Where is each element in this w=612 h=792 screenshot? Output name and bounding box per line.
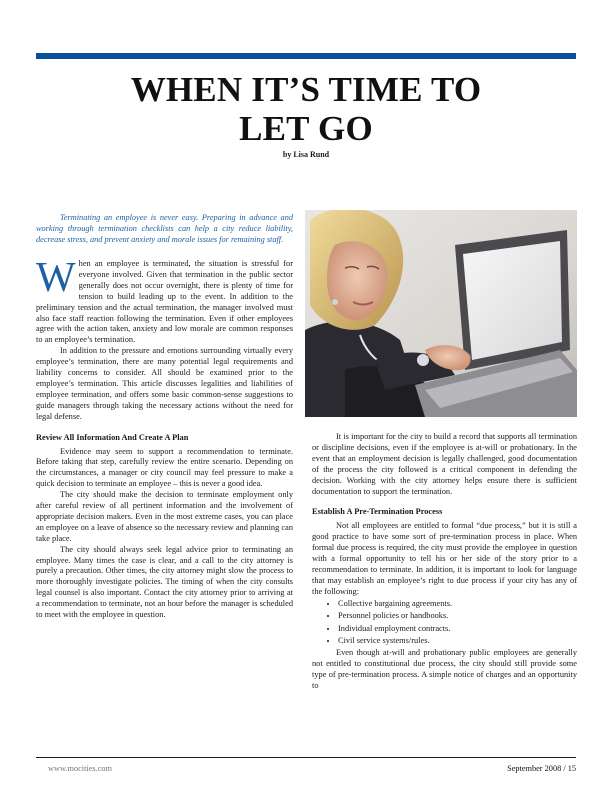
footer-issue-page: September 2008 / 15 — [507, 764, 576, 773]
intro-deck: Terminating an employee is never easy. Preparing in advance and working through termination checklists can help a city reduce liability, decrease stress, and prevent anxiety and morale issues for remaining staff. — [36, 213, 293, 244]
footer-rule — [36, 757, 576, 758]
right-paragraph-1: It is important for the city to build a record that supports all termination or discipline decisions, even if the employee is at-will or probationary. In the event that an employment decision is legally challenged, good documentation of the process the city followed is a critical component in defending the decision. Working with the city attorney helps ensure there is sufficient documentation to support the termination. — [312, 432, 577, 496]
left-paragraph-5: The city should always seek legal advice prior to terminating an employee. Many times the case is clear, and a call to the city attorney is purely a precaution. Other times, the city attorney might slow the process to more thoroughly investigate policies. The timing of when the city consults legal counsel is also important. Contact the city attorney prior to arriving at a recommendation to terminate, not an hour before the manager is scheduled to meet with the employee in question. — [36, 544, 293, 620]
drop-cap: W — [36, 255, 76, 301]
due-process-list — [312, 599, 577, 647]
left-column — [36, 212, 293, 621]
byline: by Lisa Rund — [282, 150, 330, 159]
list-item: • Collective bargaining agreements. — [338, 599, 577, 610]
left-paragraph-4: The city should make the decision to terminate employment only after careful review of all pertinent information and the involvement of appropriate decision makers. Even in the most extreme cases, you can place an employee on a leave of absence so the necessary review and planning can take place. — [36, 490, 293, 543]
left-paragraph-3: Evidence may seem to support a recommendation to terminate. Before taking that step, carefully review the entire scenario. Depending on the circumstances, a manager or city council may feel pressure to make a quick decision to terminate an employee – this is never a good idea. — [36, 446, 293, 489]
article-photo — [305, 210, 577, 417]
right-paragraph-3: Even though at-will and probationary public employees are generally not entitled to constitutional due process, the city should still provide some type of pre-termination process. A simple notice of charges and an opportunity to — [312, 648, 577, 691]
photo-woman-at-laptop — [305, 210, 577, 417]
left-paragraph-2: In addition to the pressure and emotions surrounding virtually every employee’s termination, there are many potential legal requirements and liability concerns to consider. All should be examined prior to the employee’s termination. This article discusses legalities and liabilities of employee termination, and offers some basic common-sense suggestions to guide managers through taking the necessary actions without the need for legal defense. — [36, 346, 293, 421]
footer-website[interactable]: www.mocities.com — [48, 764, 112, 773]
left-paragraph-1 — [36, 255, 293, 346]
article-title — [36, 70, 576, 148]
title-line-1: WHEN IT’S TIME TO — [130, 70, 482, 109]
right-column — [312, 432, 577, 692]
left-paragraph-1-text: hen an employee is terminated, the situation is stressful for everyone involved. Given that termination in the public sector generally does not occur overnight, there is plenty of time for tension to build leading up to the event. In addition to the preliminary tension and the actual termination, the manager involved must also face staff reaction following the termination. Even if other employees agree with the action taken, anxiety and low morale are common responses to an employee’s termination. — [36, 259, 293, 345]
title-line-2: LET GO — [239, 109, 373, 148]
section-heading-pre-termination: Establish A Pre-Termination Process — [312, 507, 443, 517]
top-rule — [36, 53, 576, 59]
list-item: • Civil service systems/rules. — [338, 636, 577, 647]
list-item: • Individual employment contracts. — [338, 624, 577, 635]
right-paragraph-2: Not all employees are entitled to formal “due process,” but it is still a good practice to have some sort of pre-termination process in place. When formal due process is required, the city must provide the employee in question with a formal opportunity to tell his or her side of the story prior to a recommendation to terminate. In addition, it is important to look for language that may establish an employee’s right to due process if your city has any of the following: — [312, 521, 577, 596]
section-heading-review: Review All Information And Create A Plan — [36, 432, 189, 442]
list-item: • Personnel policies or handbooks. — [338, 611, 577, 622]
